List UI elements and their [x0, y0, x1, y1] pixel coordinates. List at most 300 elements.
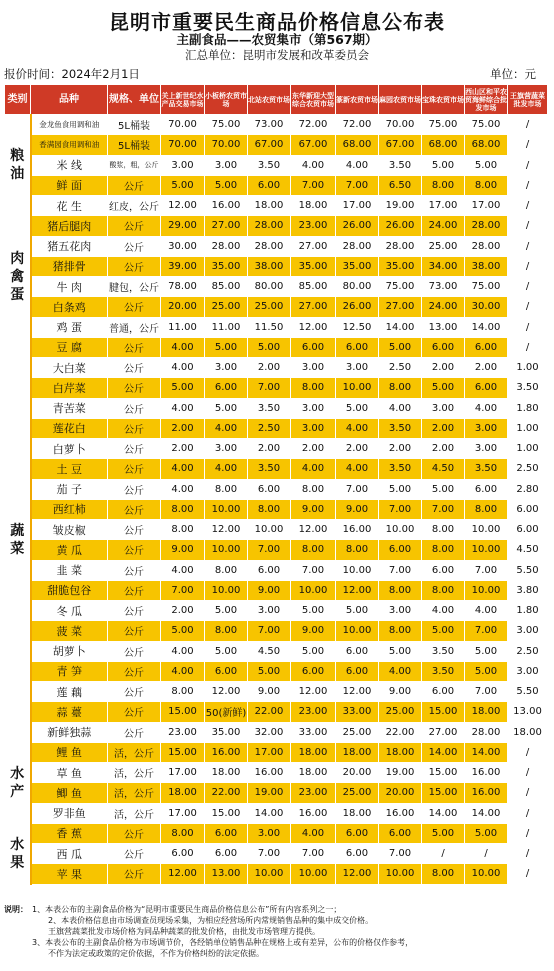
price-cell: 4.00	[161, 479, 205, 499]
price-cell: 7.00	[465, 682, 508, 702]
table-row	[5, 297, 548, 317]
table-row	[5, 115, 548, 135]
price-cell: 12.00	[291, 317, 336, 337]
price-cell: 72.00	[336, 115, 379, 135]
price-cell: 8.00	[161, 682, 205, 702]
price-cell: 7.00	[379, 560, 422, 580]
price-cell: 16.00	[465, 763, 508, 783]
price-cell: 5.00	[205, 641, 248, 661]
price-cell: 18.00	[508, 722, 548, 742]
item-spec: 公斤	[108, 337, 161, 357]
price-cell: 8.00	[379, 621, 422, 641]
price-cell: 67.00	[379, 135, 422, 155]
price-cell: 7.00	[379, 499, 422, 519]
table-row	[5, 358, 548, 378]
table-row	[5, 236, 548, 256]
price-cell: 6.00	[465, 337, 508, 357]
price-cell: 5.00	[336, 398, 379, 418]
price-cell: 27.00	[379, 297, 422, 317]
price-cell: 35.00	[205, 722, 248, 742]
price-cell: 50(新鲜)	[205, 702, 248, 722]
price-cell: 12.00	[336, 580, 379, 600]
price-cell: 3.00	[291, 398, 336, 418]
table-row	[5, 621, 548, 641]
price-cell: 26.00	[336, 216, 379, 236]
item-spec: 腱包，公斤	[108, 277, 161, 297]
price-cell: /	[508, 216, 548, 236]
price-cell: 5.00	[465, 661, 508, 681]
price-cell: 3.50	[508, 378, 548, 398]
price-cell: 5.00	[379, 479, 422, 499]
price-cell: 7.00	[465, 560, 508, 580]
table-row	[5, 661, 548, 681]
price-cell: 5.00	[205, 398, 248, 418]
table-row	[5, 317, 548, 337]
item-name: 新鲜独蒜	[31, 722, 108, 742]
price-cell: 5.00	[379, 337, 422, 357]
price-cell: 17.00	[422, 196, 465, 216]
price-cell: 2.00	[422, 358, 465, 378]
price-cell: 28.00	[465, 722, 508, 742]
price-cell: 4.00	[205, 459, 248, 479]
price-cell: 72.00	[291, 115, 336, 135]
price-cell: 3.00	[336, 358, 379, 378]
table-row	[5, 196, 548, 216]
price-cell: /	[508, 803, 548, 823]
category-cell: 蔬菜	[5, 337, 31, 742]
price-cell: 75.00	[465, 277, 508, 297]
price-cell: 5.00	[422, 621, 465, 641]
price-cell: 5.00	[422, 378, 465, 398]
item-spec: 公斤	[108, 358, 161, 378]
price-cell: 22.00	[205, 783, 248, 803]
price-cell: 4.00	[161, 661, 205, 681]
report-date: 报价时间：2024年2月1日	[4, 67, 140, 81]
item-name: 猪后腿肉	[31, 216, 108, 236]
price-cell: 3.00	[248, 823, 291, 843]
price-cell: /	[508, 823, 548, 843]
price-cell: 6.00	[422, 560, 465, 580]
item-spec: 公斤	[108, 256, 161, 276]
column-header: 西山区和平农贸海鲜综合批发市场	[465, 85, 508, 115]
price-cell: 9.00	[291, 499, 336, 519]
table-row	[5, 155, 548, 175]
price-cell: 16.00	[379, 803, 422, 823]
item-spec: 公斤	[108, 864, 161, 884]
price-cell: 6.50	[379, 175, 422, 195]
price-cell: 10.00	[248, 864, 291, 884]
price-cell: 6.00	[336, 337, 379, 357]
price-cell: 4.00	[291, 155, 336, 175]
price-cell: 14.00	[422, 742, 465, 762]
price-cell: 28.00	[205, 236, 248, 256]
price-cell: 25.00	[205, 297, 248, 317]
price-cell: 5.00	[422, 823, 465, 843]
price-cell: 35.00	[291, 256, 336, 276]
item-spec: 公斤	[108, 216, 161, 236]
price-cell: 25.00	[422, 236, 465, 256]
price-cell: 8.00	[422, 175, 465, 195]
price-cell: 18.00	[248, 196, 291, 216]
price-cell: 3.00	[161, 155, 205, 175]
price-cell: 17.00	[161, 803, 205, 823]
price-cell: 12.00	[205, 682, 248, 702]
price-cell: 7.00	[248, 378, 291, 398]
price-cell: 68.00	[336, 135, 379, 155]
price-cell: 20.00	[161, 297, 205, 317]
table-row	[5, 337, 548, 357]
price-cell: 6.00	[508, 520, 548, 540]
price-cell: 10.00	[465, 864, 508, 884]
item-spec: 公斤	[108, 540, 161, 560]
price-cell: 16.00	[465, 783, 508, 803]
price-cell: 6.00	[465, 378, 508, 398]
price-cell: 12.00	[336, 864, 379, 884]
price-cell: 10.00	[465, 520, 508, 540]
price-cell: 14.00	[465, 803, 508, 823]
price-cell: 25.00	[248, 297, 291, 317]
price-cell: 7.00	[248, 844, 291, 864]
price-cell: 15.00	[161, 742, 205, 762]
item-name: 猪排骨	[31, 256, 108, 276]
price-cell: 38.00	[465, 256, 508, 276]
table-row	[5, 277, 548, 297]
price-cell: 10.00	[205, 499, 248, 519]
price-cell: 19.00	[248, 783, 291, 803]
price-cell: /	[508, 783, 548, 803]
price-cell: 26.00	[379, 216, 422, 236]
price-cell: /	[508, 337, 548, 357]
price-cell: 6.00	[379, 540, 422, 560]
price-cell: 5.00	[465, 823, 508, 843]
price-cell: 4.00	[161, 459, 205, 479]
price-cell: 18.00	[161, 783, 205, 803]
price-cell: 5.50	[508, 682, 548, 702]
item-name: 冬 瓜	[31, 601, 108, 621]
price-cell: /	[508, 175, 548, 195]
table-row	[5, 763, 548, 783]
price-cell: 6.00	[291, 661, 336, 681]
item-spec: 公斤	[108, 702, 161, 722]
price-cell: 10.00	[465, 540, 508, 560]
price-cell: 24.00	[422, 216, 465, 236]
price-cell: 5.00	[422, 155, 465, 175]
price-cell: 10.00	[379, 520, 422, 540]
item-name: 米 线	[31, 155, 108, 175]
price-cell: 3.00	[205, 358, 248, 378]
price-cell: 30.00	[465, 297, 508, 317]
column-header: 宝珠农贸市场	[422, 85, 465, 115]
item-name: 青苦菜	[31, 398, 108, 418]
price-cell: 8.00	[379, 580, 422, 600]
price-cell: 28.00	[465, 236, 508, 256]
price-cell: 3.50	[248, 459, 291, 479]
price-cell: 15.00	[422, 783, 465, 803]
table-row	[5, 601, 548, 621]
price-cell: 85.00	[291, 277, 336, 297]
item-name: 白条鸡	[31, 297, 108, 317]
table-row	[5, 641, 548, 661]
item-name: 香满园食用调和油	[31, 135, 108, 155]
price-cell: 9.00	[248, 682, 291, 702]
price-cell: 10.00	[379, 864, 422, 884]
price-cell: 7.00	[248, 621, 291, 641]
price-cell: 26.00	[336, 297, 379, 317]
price-cell: 10.00	[248, 520, 291, 540]
price-cell: 13.00	[508, 702, 548, 722]
price-cell: 7.00	[248, 540, 291, 560]
price-cell: 2.00	[248, 358, 291, 378]
page-title: 昆明市重要民生商品价格信息公布表	[109, 10, 445, 34]
price-cell: 5.00	[205, 601, 248, 621]
price-cell: 1.80	[508, 398, 548, 418]
price-cell: 24.00	[422, 297, 465, 317]
table-row	[5, 864, 548, 884]
item-name: 牛 肉	[31, 277, 108, 297]
item-spec: 5L桶装	[108, 115, 161, 135]
item-spec: 公斤	[108, 439, 161, 459]
price-cell: 2.50	[379, 358, 422, 378]
category-cell: 粮油	[5, 115, 31, 216]
price-cell: 5.00	[161, 621, 205, 641]
price-cell: 80.00	[248, 277, 291, 297]
price-cell: 3.50	[379, 418, 422, 438]
price-cell: 3.50	[379, 155, 422, 175]
price-cell: 5.50	[508, 560, 548, 580]
price-cell: 2.80	[508, 479, 548, 499]
price-cell: 7.00	[291, 560, 336, 580]
table-row	[5, 418, 548, 438]
price-cell: 2.50	[508, 459, 548, 479]
price-cell: /	[508, 115, 548, 135]
price-cell: 28.00	[336, 236, 379, 256]
price-cell: 2.50	[248, 418, 291, 438]
item-spec: 公斤	[108, 520, 161, 540]
table-row	[5, 682, 548, 702]
item-spec: 公斤	[108, 479, 161, 499]
price-cell: 8.00	[205, 560, 248, 580]
item-spec: 公斤	[108, 580, 161, 600]
price-cell: 12.50	[336, 317, 379, 337]
price-cell: 67.00	[248, 135, 291, 155]
price-cell: 5.00	[336, 601, 379, 621]
price-cell: 6.00	[205, 823, 248, 843]
unit-label: 单位：元	[490, 67, 536, 81]
price-cell: 7.00	[161, 580, 205, 600]
table-row	[5, 135, 548, 155]
price-cell: 4.00	[465, 601, 508, 621]
column-header: 王旗营蔬菜批发市场	[508, 85, 548, 115]
price-cell: 5.00	[161, 175, 205, 195]
price-cell: 1.00	[508, 418, 548, 438]
price-cell: 73.00	[248, 115, 291, 135]
price-cell: 39.00	[161, 256, 205, 276]
price-cell: 35.00	[205, 256, 248, 276]
price-cell: 6.00	[205, 844, 248, 864]
item-name: 鲜 面	[31, 175, 108, 195]
item-spec: 公斤	[108, 297, 161, 317]
price-cell: 6.00	[205, 661, 248, 681]
price-cell: 3.00	[379, 601, 422, 621]
price-cell: 3.50	[422, 641, 465, 661]
price-cell: 14.00	[422, 803, 465, 823]
price-cell: 8.00	[205, 621, 248, 641]
price-cell: 22.00	[379, 722, 422, 742]
item-spec: 公斤	[108, 844, 161, 864]
price-cell: /	[508, 236, 548, 256]
price-cell: 17.00	[336, 196, 379, 216]
price-cell: 5.00	[291, 601, 336, 621]
price-cell: 18.00	[291, 763, 336, 783]
category-cell: 水产	[5, 742, 31, 823]
item-spec: 公斤	[108, 823, 161, 843]
price-cell: 7.00	[422, 499, 465, 519]
item-name: 草 鱼	[31, 763, 108, 783]
price-cell: 27.00	[205, 216, 248, 236]
price-cell: 8.00	[205, 479, 248, 499]
price-cell: 4.00	[205, 418, 248, 438]
price-cell: 75.00	[465, 115, 508, 135]
price-cell: 28.00	[379, 236, 422, 256]
price-cell: 14.00	[465, 742, 508, 762]
price-cell: /	[508, 297, 548, 317]
price-cell: 17.00	[161, 763, 205, 783]
notes-label: 说明：	[4, 905, 28, 914]
item-name: 鲫 鱼	[31, 783, 108, 803]
price-cell: 8.00	[291, 540, 336, 560]
price-cell: 3.50	[379, 459, 422, 479]
price-cell: 8.00	[465, 499, 508, 519]
item-name: 蒜 薹	[31, 702, 108, 722]
note-line: 不作为法定或政策的定价依据，不作为价格纠纷的法定依据。	[48, 949, 264, 958]
price-cell: 10.00	[465, 580, 508, 600]
item-name: 猪五花肉	[31, 236, 108, 256]
price-cell: 4.00	[465, 398, 508, 418]
item-name: 西红柿	[31, 499, 108, 519]
price-cell: 10.00	[291, 864, 336, 884]
item-spec: 酸浆，粗，公斤	[108, 155, 161, 175]
price-cell: /	[508, 196, 548, 216]
item-name: 莲 藕	[31, 682, 108, 702]
table-row	[5, 823, 548, 843]
price-cell: 70.00	[379, 115, 422, 135]
price-cell: 2.00	[422, 439, 465, 459]
price-cell: 15.00	[205, 803, 248, 823]
price-cell: 14.00	[465, 317, 508, 337]
price-cell: 6.00	[291, 337, 336, 357]
price-cell: 25.00	[336, 722, 379, 742]
price-cell: 3.50	[248, 398, 291, 418]
price-cell: 2.00	[248, 439, 291, 459]
note-line: 1、本表公布的主副食品价格为“昆明市重要民生商品价格信息公布”所有内容系列之一；	[32, 905, 342, 914]
price-cell: 15.00	[161, 702, 205, 722]
price-cell: 78.00	[161, 277, 205, 297]
price-cell: 22.00	[248, 702, 291, 722]
price-cell: 6.00	[508, 499, 548, 519]
price-cell: 7.00	[291, 175, 336, 195]
price-cell: 4.00	[422, 601, 465, 621]
price-cell: 15.00	[422, 763, 465, 783]
item-spec: 公斤	[108, 661, 161, 681]
price-cell: 10.00	[336, 378, 379, 398]
price-cell: 3.00	[205, 155, 248, 175]
price-cell: 5.00	[291, 641, 336, 661]
price-cell: 3.80	[508, 580, 548, 600]
item-name: 西 瓜	[31, 844, 108, 864]
price-cell: /	[508, 256, 548, 276]
price-cell: 1.00	[508, 439, 548, 459]
price-cell: 6.00	[161, 844, 205, 864]
table-row	[5, 520, 548, 540]
column-header: 北站农贸市场	[248, 85, 291, 115]
price-cell: 14.00	[248, 803, 291, 823]
price-cell: 16.00	[336, 520, 379, 540]
price-cell: 7.00	[336, 175, 379, 195]
item-spec: 公斤	[108, 722, 161, 742]
price-cell: 4.00	[161, 398, 205, 418]
price-cell: /	[508, 763, 548, 783]
table-row	[5, 722, 548, 742]
item-spec: 公斤	[108, 641, 161, 661]
price-cell: 8.00	[379, 378, 422, 398]
price-cell: 85.00	[205, 277, 248, 297]
price-cell: 29.00	[161, 216, 205, 236]
table-row	[5, 580, 548, 600]
price-cell: 3.00	[205, 439, 248, 459]
price-cell: 5.00	[422, 479, 465, 499]
price-cell: 9.00	[248, 580, 291, 600]
column-header: 品种	[31, 85, 108, 115]
price-cell: 12.00	[291, 682, 336, 702]
table-row	[5, 540, 548, 560]
price-cell: 27.00	[291, 236, 336, 256]
price-cell: 11.00	[161, 317, 205, 337]
price-cell: 15.00	[422, 702, 465, 722]
price-cell: 13.00	[205, 864, 248, 884]
price-cell: 4.00	[161, 337, 205, 357]
price-cell: 6.00	[248, 175, 291, 195]
price-cell: 18.00	[291, 742, 336, 762]
price-cell: 7.00	[465, 621, 508, 641]
table-header-row	[5, 85, 548, 115]
price-cell: 20.00	[379, 783, 422, 803]
table-row	[5, 560, 548, 580]
price-cell: 3.50	[248, 155, 291, 175]
price-cell: 68.00	[465, 135, 508, 155]
table-row	[5, 439, 548, 459]
price-cell: 8.00	[248, 499, 291, 519]
price-cell: 33.00	[291, 722, 336, 742]
price-cell: 4.00	[161, 560, 205, 580]
price-cell: 8.00	[422, 864, 465, 884]
price-cell: 9.00	[379, 682, 422, 702]
table-row	[5, 398, 548, 418]
price-cell: /	[508, 277, 548, 297]
price-cell: /	[465, 844, 508, 864]
price-cell: 2.00	[291, 439, 336, 459]
price-cell: 4.00	[161, 358, 205, 378]
column-header: 规格、单位	[108, 85, 161, 115]
item-spec: 普通，公斤	[108, 317, 161, 337]
price-cell: 2.00	[379, 439, 422, 459]
price-cell: 23.00	[291, 783, 336, 803]
price-cell: 12.00	[291, 520, 336, 540]
price-cell: 10.00	[336, 621, 379, 641]
price-cell: 8.00	[422, 540, 465, 560]
price-cell: 67.00	[291, 135, 336, 155]
price-cell: 3.00	[422, 398, 465, 418]
price-cell: 4.00	[336, 155, 379, 175]
